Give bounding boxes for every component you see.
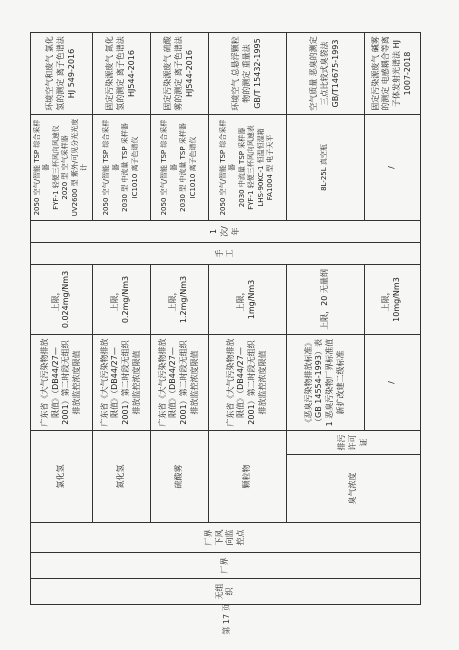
- limit-cell: 上限，0.024mg/Nm3: [31, 265, 93, 335]
- equipment-cell: 8L-25L 真空瓶: [286, 115, 364, 221]
- frequency-cell: 1 次/年: [31, 221, 421, 243]
- table-row: [150, 33, 208, 605]
- method-cell: 环境空气 总悬浮颗粒物的测定 重量法 GB/T 15432-1995: [208, 33, 286, 115]
- equipment-cell: /: [364, 115, 420, 221]
- equipment-cell: 2050 空气/智能 TSP 综合采样器 FYF-1 轻便三杯风向风速仪 2020 型 空气采样器 UV2600 型 紫外/可见分光光度计: [31, 115, 93, 221]
- site-cell: 厂界: [31, 553, 421, 579]
- pollutant-cell: 颗粒物: [208, 431, 286, 523]
- method-cell: 固定污染源废气 硫酸雾的测定 离子色谱法 HJ544-2016: [150, 33, 208, 115]
- standard-cell: 广东省《大气污染物排放限值》（DB44/27—2001）第二时段无组织排放监控浓度限值: [150, 335, 208, 431]
- limit-cell: 上限，0.2mg/Nm3: [92, 265, 150, 335]
- standard-cell: 《恶臭污染物排放标准》（GB 14554-1993）表 1 恶臭污染物厂界标准值新扩改建二级标准: [286, 335, 364, 431]
- standard-cell: /: [364, 335, 420, 431]
- table-row: [208, 33, 286, 605]
- limit-cell: 上限，10mg/Nm3: [364, 265, 420, 335]
- table-row: [286, 33, 364, 605]
- point-cell: 厂界下风向监控点: [31, 523, 421, 553]
- limit-cell: 上限，1mg/Nm3: [208, 265, 286, 335]
- method-cell: 固定污染源废气 碱雾的测定 电感耦合等离子体发射光谱法 HJ 1007-2018: [364, 33, 420, 115]
- equipment-cell: 2050 空气/智能 TSP 综合采样器 2030 型 中流量 TSP 采样器 IC1010 离子色谱仪: [150, 115, 208, 221]
- rotated-table-wrapper: [30, 33, 416, 605]
- standard-cell: 广东省《大气污染物排放限值》（DB44/27—2001）第二时段无组织排放监控浓度限值: [208, 335, 286, 431]
- table-row: [31, 33, 93, 605]
- table-row: [92, 33, 150, 605]
- pollutant-cell: 氮化氢: [92, 431, 150, 523]
- odor-category-cell: 臭气浓度: [286, 455, 420, 523]
- type-cell: 无组织: [31, 579, 421, 605]
- page-number: 第 17 页: [222, 603, 231, 635]
- equipment-cell: 2050 空气/智能 TSP 综合采样器 2030 中流量 TSP 采样器 FYF-1 轻便三杯风向风速表 LHS-90KC-1 恒温恒湿箱 FA1004 型 电子天平: [208, 115, 286, 221]
- equipment-cell: 2050 空气/智能 TSP 综合采样器 2030 型 中流量 TSP 采样器 IC1010 离子色谱仪: [92, 115, 150, 221]
- method-cell: 环境空气和废气 氯化氢的测定 离子色谱法 HJ 549-2016: [31, 33, 93, 115]
- limit-cell: 上限，1.2mg/Nm3: [150, 265, 208, 335]
- standard-cell: 广东省《大气污染物排放限值》（DB44/27—2001）第二时段无组织排放监控浓度限值: [31, 335, 93, 431]
- monitoring-table: [30, 32, 421, 605]
- pollutant-cell: 氯化氢: [31, 431, 93, 523]
- standard-cell: 广东省《大气污染物排放限值》（DB44/27—2001）第二时段无组织排放监控浓度限值: [92, 335, 150, 431]
- manual-cell: 手工: [31, 243, 421, 265]
- method-cell: 空气质量 恶臭的测定 三点比较式臭袋法 GB/T14675-1993: [286, 33, 364, 115]
- limit-cell: 上限，20 无量纲: [286, 265, 364, 335]
- permit-cell: 排污许可证: [286, 431, 420, 455]
- pollutant-cell: 硫酸雾: [150, 431, 208, 523]
- method-cell: 固定污染源废气 氮化氢的测定 离子色谱法 HJ544-2016: [92, 33, 150, 115]
